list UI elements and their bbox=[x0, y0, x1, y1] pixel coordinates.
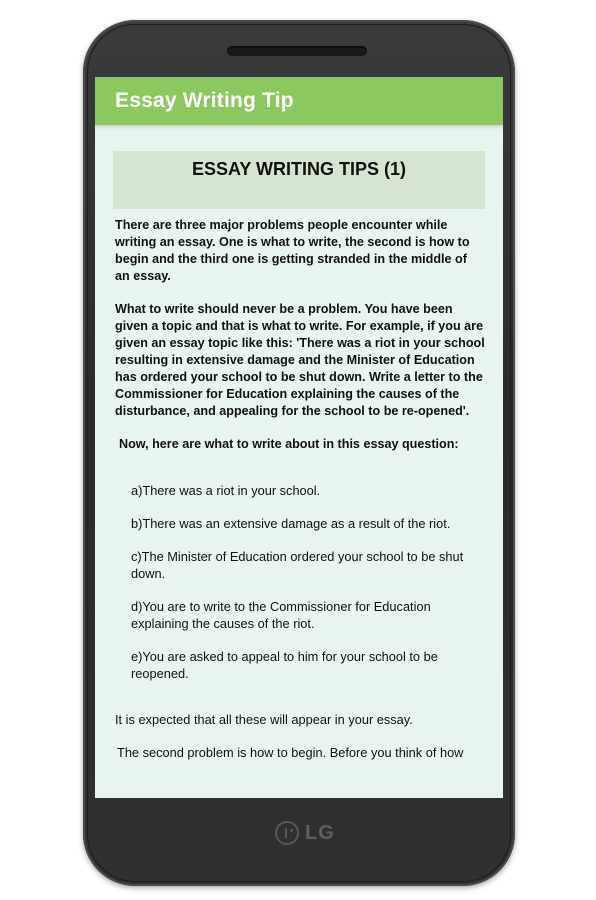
list-item: d)You are to write to the Commissioner for Education explaining the causes of the riot. bbox=[131, 599, 431, 631]
app-bar bbox=[95, 77, 503, 125]
list-item: c)The Minister of Education ordered your school to be shut down. bbox=[131, 549, 464, 581]
intro-paragraph: There are three major problems people encounter while writing an essay. One is what to write, the second is how to begin and the third one is getting stranded in the middle of an essay. bbox=[115, 218, 470, 283]
lg-logo bbox=[275, 821, 335, 845]
closing-paragraph: The second problem is how to begin. Before you think of how bbox=[117, 745, 464, 760]
closing-paragraph: It is expected that all these will appear in your essay. bbox=[115, 712, 413, 727]
essay-points-list bbox=[115, 482, 485, 682]
list-item: b)There was an extensive damage as a result of the riot. bbox=[131, 516, 451, 531]
lg-face-icon bbox=[275, 821, 299, 845]
intro-paragraph: What to write should never be a problem. You have been given a topic and that is what to write. For example, if you are given an essay topic like this: 'There was a riot in your school resulting in extensive damage and the Minister of Education has ordered your school to be shut down. Write a letter to the Commissioner for Education explaining the causes of the disturbance, and appealing for the school to be re-opened'. bbox=[115, 302, 485, 418]
article-heading: ESSAY WRITING TIPS (1) bbox=[191, 159, 407, 179]
intro-paragraph: Now, here are what to write about in this essay question: bbox=[119, 437, 459, 451]
earpiece-speaker bbox=[227, 46, 367, 56]
article-content[interactable] bbox=[95, 151, 503, 761]
brand-label: LG bbox=[305, 821, 335, 844]
app-title: Essay Writing Tip bbox=[115, 89, 294, 112]
heading-box bbox=[113, 151, 485, 209]
list-item: a)There was a riot in your school. bbox=[131, 483, 321, 498]
app-screen bbox=[95, 77, 503, 798]
list-item: e)You are asked to appeal to him for your school to be reopened. bbox=[131, 649, 438, 681]
